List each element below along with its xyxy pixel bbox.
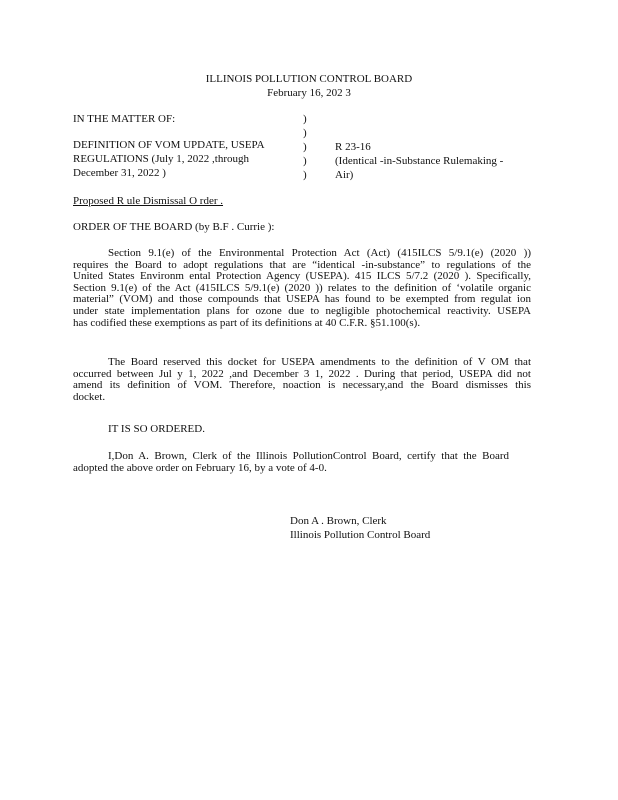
in-the-matter-label: IN THE MATTER OF: [73, 113, 176, 125]
signature-board: Illinois Pollution Control Board [290, 529, 431, 541]
docket-number: R 23-16 [335, 141, 371, 153]
certification-line: adopted the above order on February 16, by a vote of 4-0. [73, 461, 327, 474]
paragraph-1-line: Section 9.1(e) of the Environmental Protection Act (Act) (415ILCS 5/9.1(e) (2020 )) [108, 247, 531, 259]
caption-paren-1: ) [303, 113, 307, 125]
caption-paren-5: ) [303, 169, 307, 181]
paragraph-2 [73, 357, 531, 403]
paragraph-1-line: has codified these exemptions as part of its definitions at 40 C.F.R. §51.100(s). [73, 316, 421, 329]
paragraph-2-line: amend its definition of VOM. Therefore, noaction is necessary,and the Board dismisses this [73, 379, 531, 392]
paragraph-1-line: United States Environm ental Protection Agency (USEPA). 415 ILCS 5/7.2 (2020 ). Specifically, [73, 270, 531, 283]
paragraph-1-line: under state implementation plans for ozone due to negligible photochemical reactivity. USEPA [73, 304, 531, 317]
agency-title: ILLINOIS POLLUTION CONTROL BOARD [205, 73, 413, 85]
proposed-rule-heading: Proposed R ule Dismissal O rder . [73, 195, 224, 207]
certification-line: I,Don A. Brown, Clerk of the Illinois PollutionControl Board, certify that the Board [108, 450, 509, 462]
docket-type-line-2: Air) [335, 169, 354, 181]
paragraph-1-line: material” (VOM) and those compounds that USEPA has found to be exempted from regulat ion [73, 293, 531, 306]
paragraph-1-line: Section 9.1(e) of the Act (415ILCS 5/9.1(e) (2020 )) relates to the definition of ‘volatile organic [73, 281, 531, 294]
paragraph-2-line: The Board reserved this docket for USEPA amendments to the definition of V OM that [108, 356, 531, 368]
signature-name: Don A . Brown, Clerk [290, 515, 387, 527]
order-date: February 16, 202 3 [267, 87, 351, 99]
paragraph-1-line: requires the Board to adopt regulations that are “identical -in-substance” to regulations of the [73, 258, 531, 271]
order-of-the-board: ORDER OF THE BOARD (by B.F . Currie ): [73, 221, 275, 233]
caption-paren-4: ) [303, 155, 307, 167]
paragraph-2-line: docket. [73, 390, 106, 403]
paragraph-1 [73, 248, 531, 329]
paragraph-2-line: occurred between Jul y 1, 2022 ,and December 3 1, 2022 . During that period, USEPA did not [73, 367, 531, 380]
caption-title-line-3: December 31, 2022 ) [73, 167, 166, 179]
caption-paren-3: ) [303, 141, 307, 153]
docket-type-line-1: (Identical -in-Substance Rulemaking - [335, 155, 504, 167]
so-ordered: IT IS SO ORDERED. [108, 423, 205, 435]
certification-paragraph [73, 451, 509, 474]
caption-title-line-1: DEFINITION OF VOM UPDATE, USEPA [73, 139, 265, 151]
caption-paren-2: ) [303, 127, 307, 139]
caption-title-line-2: REGULATIONS (July 1, 2022 ,through [73, 153, 249, 165]
